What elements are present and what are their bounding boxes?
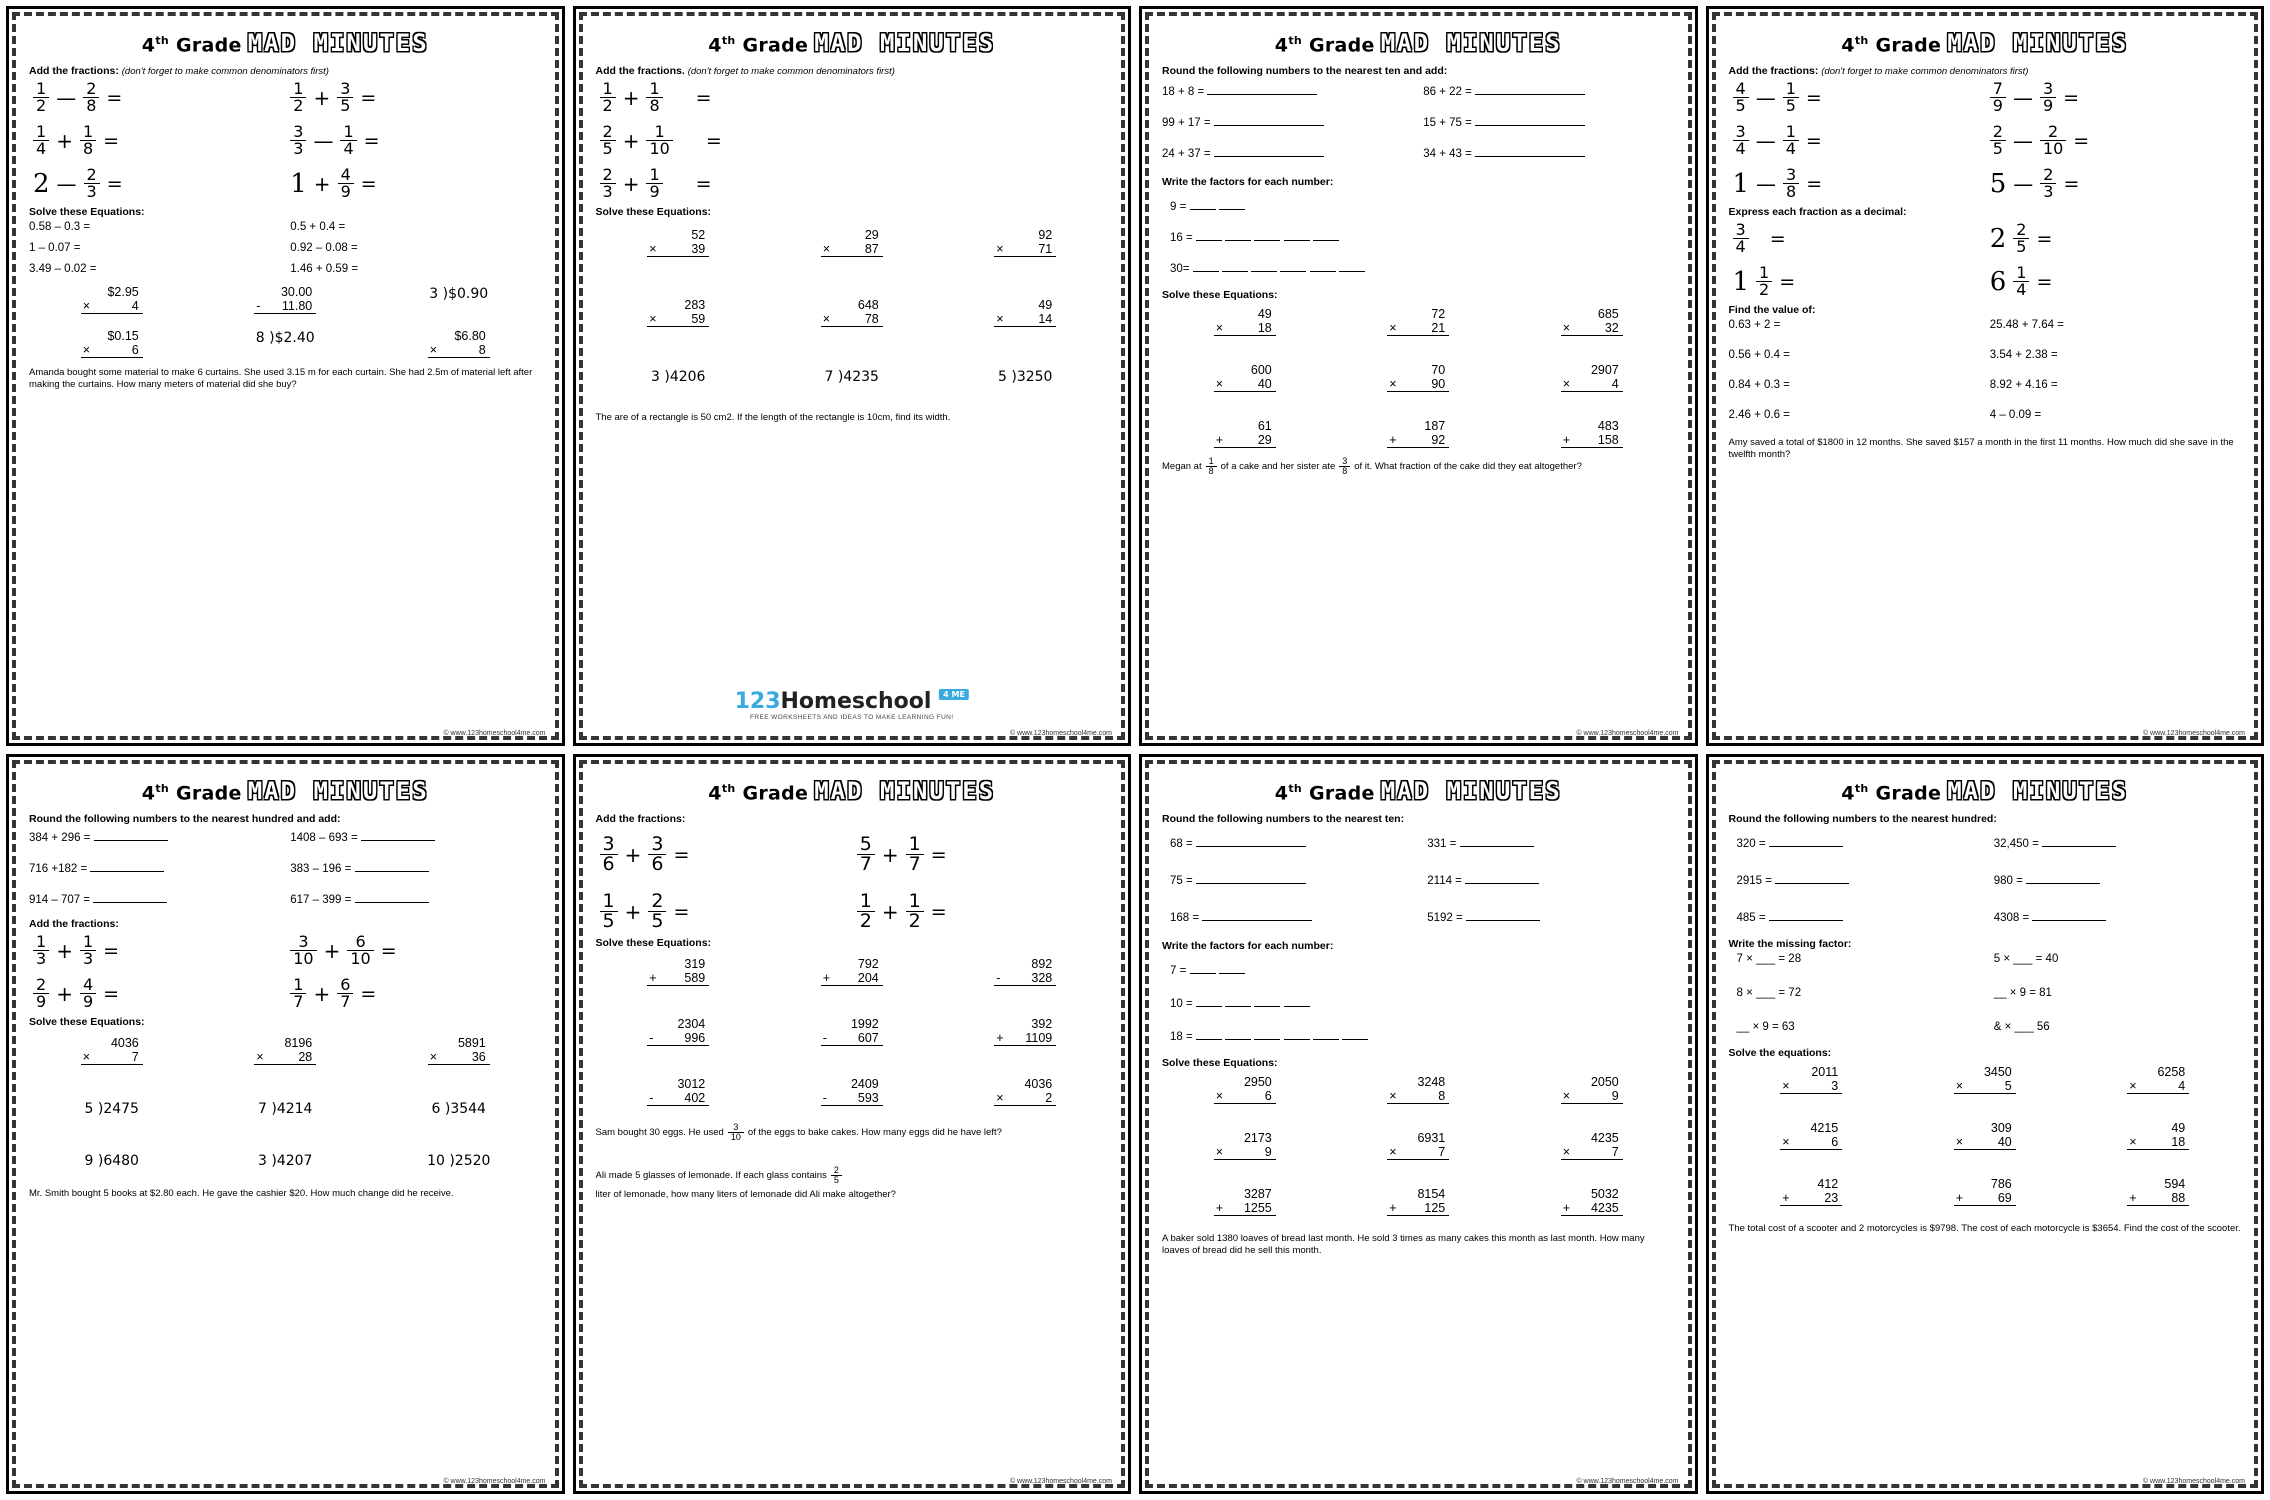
mad-minutes-title: MAD MINUTES [1380,29,1562,57]
vertical-problem: 3450 × 5 [1902,1065,2068,1095]
word-problem: The are of a rectangle is 50 cm2. If the length of the rectangle is 10cm, find its width. [595,412,951,423]
worksheet-sheet-8 [1706,754,2265,1494]
value-problems [1729,319,2242,421]
fraction-problem: $\frac{2}{5}$ — $\frac{2}{10}$ = [1990,124,2241,157]
vertical-problem: 392 + 1109 [943,1017,1109,1047]
vertical-problem: 792 + 204 [769,957,935,987]
rounding-problems [1162,835,1675,924]
vertical-problem: 892 - 328 [943,957,1109,987]
problem-item: 716 +182 = [29,860,280,875]
fraction-problem: $\frac{1}{2}$ + $\frac{3}{5}$ = [290,81,541,114]
vertical-problem: 4215 × 6 [1729,1121,1895,1151]
factors-label: Write the factors for each number: [1162,940,1334,952]
problem-item: 4 – 0.09 = [1989,409,2042,421]
fraction-problem: $\frac{1}{5}$ + $\frac{2}{5}$ = [600,892,851,931]
instruction-text: Round the following numbers to the nearest ten and add: [1162,65,1448,77]
instruction-text: Add the fractions. (don't forget to make common denominators first) [595,65,895,77]
division-problem: 7 )4214 [258,1101,313,1117]
vertical-problem: 8154 + 125 [1336,1187,1502,1217]
worksheet-sheet-4 [1706,6,2265,746]
problem-item: 5192 = [1427,909,1674,924]
vertical-problems [1162,1075,1675,1217]
problem-item: 7 = [1170,962,1675,977]
fraction-problem: $\frac{1}{2}$ — $\frac{2}{8}$ = [33,81,284,114]
problem-item: 3.49 – 0.02 = [29,263,97,275]
problem-item: 68 = [1170,835,1417,850]
vertical-problem: 2409 - 593 [769,1077,935,1107]
instruction-text: Add the fractions: (don't forget to make common denominators first) [29,65,329,77]
vertical-problem: 30.00 - 11.80 [203,285,369,315]
problem-item: 9 = [1170,198,1675,213]
vertical-problem: $6.80 × 8 [376,329,542,359]
vertical-problem: 2304 - 996 [596,1017,762,1047]
instruction-text: Round the following numbers to the nearest hundred and add: [29,813,341,825]
division-problem: 3 )$0.90 [429,286,489,302]
copyright-footer: © www.123homeschool4me.com [443,730,546,737]
division-problem: 10 )2520 [427,1153,491,1169]
problem-item: 10 = [1170,995,1675,1010]
worksheet-sheet-7 [1139,754,1698,1494]
vertical-problem: $2.95 × 4 [29,285,195,315]
sheet-title [29,29,542,57]
mad-minutes-title: MAD MINUTES [814,777,996,805]
fraction-problem: $\frac{3}{10}$ + $\frac{6}{10}$ = [290,934,541,967]
vertical-problem: 5891 × 36 [376,1036,542,1066]
vertical-problem: 2173 × 9 [1162,1131,1328,1161]
problem-item: 1.46 + 0.59 = [290,263,359,275]
worksheet-sheet-6 [573,754,1132,1494]
copyright-footer: © www.123homeschool4me.com [1009,1478,1112,1485]
solve-label: Solve these Equations: [595,937,712,949]
decimal-label: Express each fraction as a decimal: [1728,206,1907,218]
vertical-problem: 594 + 88 [2076,1177,2242,1207]
problem-item: 2.46 + 0.6 = [1728,409,1790,421]
division-problem: 3 )4207 [258,1153,313,1169]
mixed-number-problems [1733,222,2242,298]
problem-item: 8 × ___ = 72 [1736,987,1802,999]
vertical-problem: 72 × 21 [1336,307,1502,337]
word-problem: Amanda bought some material to make 6 curtains. She used 3.15 m for each curtain. She had 2.5m of material left after making the curtains. How many meters of material did she buy? [29,367,533,390]
fraction-problem: $\frac{1}{7}$ + $\frac{6}{7}$ = [290,977,541,1010]
copyright-footer: © www.123homeschool4me.com [1576,1478,1679,1485]
vertical-problems [1729,1065,2242,1207]
vertical-problems [596,957,1109,1107]
vertical-problems [1162,307,1675,449]
vertical-problem: 600 × 40 [1162,363,1328,393]
sheet-title [596,777,1109,805]
instruction-text: Add the fractions: (don't forget to make common denominators first) [1728,65,2029,77]
problem-item: & × ___ 56 [1993,1021,2050,1033]
word-problem: The total cost of a scooter and 2 motorcycles is $9798. The cost of each motorcycle is $3654. Find the cost of the scooter. [1728,1223,2241,1234]
vertical-problem: 4235 × 7 [1509,1131,1675,1161]
mixed-problem: $\frac{3}{4}$ = [1733,222,1984,255]
worksheet-sheet-1 [6,6,565,746]
sheet-title [1162,777,1675,805]
copyright-footer: © www.123homeschool4me.com [1009,730,1112,737]
problem-item: 914 – 707 = [29,891,280,906]
fraction-problem: $\frac{1}{2}$ + $\frac{1}{2}$ = [857,892,1108,931]
problem-item: 18 = [1170,1028,1675,1043]
sheet-title [1729,29,2242,57]
copyright-footer: © www.123homeschool4me.com [2142,1478,2245,1485]
vertical-problem: 2907 × 4 [1509,363,1675,393]
instruction-text: Round the following numbers to the nearest hundred: [1728,813,1997,825]
mixed-problem: 1 $\frac{1}{2}$ = [1732,263,1796,299]
vertical-problem: 49 × 18 [1162,307,1328,337]
word-problem: Ali made 5 glasses of lemonade. If each glass contains $\frac{2}{5}$ liter of lemonade, how many liters of lemonade did Ali make altogether? [595,1165,896,1200]
grade-label: 4th Grade [141,33,242,56]
grade-label: 4th Grade [708,33,809,56]
vertical-problem: 412 + 23 [1729,1177,1895,1207]
division-problem: 5 )3250 [998,369,1053,385]
factors-label: Write the factors for each number: [1162,176,1334,188]
vertical-problem: 483 + 158 [1509,419,1675,449]
problem-item: 16 = [1170,229,1675,244]
problem-item: 86 + 22 = [1423,83,1674,98]
fraction-problems [33,934,542,1010]
missing-factor-label: Write the missing factor: [1728,938,1852,950]
grade-label: 4th Grade [1274,781,1375,804]
instruction-text: Add the fractions: [595,813,686,825]
fraction-problems [600,835,1109,931]
solve-label: Solve these Equations: [29,1016,145,1028]
fraction-problems [33,81,542,200]
word-problem: Mr. Smith bought 5 books at $2.80 each. He gave the cashier $20. How much change did he receive. [29,1188,454,1199]
fraction-problem: 1 + $\frac{4}{9}$ = [290,165,377,201]
vertical-problem: 49 × 14 [943,298,1109,328]
vertical-problem: 29 × 87 [769,228,935,258]
fraction-problem: $\frac{2}{5}$ + $\frac{1}{10}$ = [600,124,1109,157]
vertical-problem: 8196 × 28 [203,1036,369,1066]
vertical-problems [29,285,542,359]
vertical-problem: 92 × 71 [943,228,1109,258]
fraction-problem: $\frac{1}{3}$ + $\frac{1}{3}$ = [33,934,284,967]
fraction-problem: $\frac{3}{3}$ — $\frac{1}{4}$ = [290,124,541,157]
problem-item: 25.48 + 7.64 = [1989,319,2064,331]
problem-item: 331 = [1427,835,1674,850]
copyright-footer: © www.123homeschool4me.com [2142,730,2245,737]
vertical-problem: 3287 + 1255 [1162,1187,1328,1217]
vertical-problem: 2950 × 6 [1162,1075,1328,1105]
problem-item: 5 × ___ = 40 [1993,953,2059,965]
sheet-title [596,29,1109,57]
solve-label: Solve these Equations: [1162,1057,1278,1069]
problem-item: __ × 9 = 63 [1736,1021,1795,1033]
vertical-problem: 3248 × 8 [1336,1075,1502,1105]
mad-minutes-title: MAD MINUTES [247,29,429,57]
problem-item: 0.63 + 2 = [1728,319,1781,331]
missing-factor-problems [1729,953,2242,1033]
division-problem: 3 )4206 [651,369,706,385]
brand-logo: 123Homeschool 4 ME FREE WORKSHEETS AND IDEAS TO MAKE LEARNING FUN! [735,689,969,721]
grade-label: 4th Grade [1841,781,1942,804]
word-problem: Sam bought 30 eggs. He used $\frac{3}{10}$ of the eggs to bake cakes. How many eggs did he have left? [595,1122,1002,1142]
problem-item: 32,450 = [1994,835,2241,850]
fraction-problems [1733,81,2242,200]
vertical-problem: $0.15 × 6 [29,329,195,359]
division-problem: 7 )4235 [824,369,879,385]
problem-item: 980 = [1994,872,2241,887]
factor-problems [1162,198,1675,275]
solve-label: Solve these Equations: [595,206,712,218]
fraction-problem: 5 — $\frac{2}{3}$ = [1989,165,2080,201]
solve-label: Solve these Equations: [1162,289,1278,301]
vertical-problem: 49 × 18 [2076,1121,2242,1151]
problem-item: 383 – 196 = [290,860,541,875]
division-problem: 8 )$2.40 [255,330,315,346]
vertical-problem: 319 + 589 [596,957,762,987]
problem-item: 2114 = [1427,872,1674,887]
vertical-problem: 2011 × 3 [1729,1065,1895,1095]
fraction-problem: $\frac{4}{5}$ — $\frac{1}{5}$ = [1733,81,1984,114]
vertical-problem: 4036 × 2 [943,1077,1109,1107]
grade-label: 4th Grade [1841,33,1942,56]
vertical-problem: 3012 - 402 [596,1077,762,1107]
problem-item: 1 – 0.07 = [29,242,81,254]
mad-minutes-title: MAD MINUTES [247,777,429,805]
problem-item: 99 + 17 = [1162,114,1413,129]
fraction-problems [600,81,1109,200]
problem-item: 3.54 + 2.38 = [1989,349,2058,361]
instruction-text: Round the following numbers to the nearest ten: [1162,813,1405,825]
problem-item: 1408 – 693 = [290,829,541,844]
problem-item: 30= [1170,260,1675,275]
vertical-problem: 786 + 69 [1902,1177,2068,1207]
division-problem: 6 )3544 [431,1101,486,1117]
fraction-problem: $\frac{3}{4}$ — $\frac{1}{4}$ = [1733,124,1984,157]
rounding-problems [1162,83,1675,160]
vertical-problem: 61 + 29 [1162,419,1328,449]
fraction-problem: $\frac{1}{4}$ + $\frac{1}{8}$ = [33,124,284,157]
mad-minutes-title: MAD MINUTES [1947,777,2129,805]
vertical-problem: 685 × 32 [1509,307,1675,337]
mad-minutes-title: MAD MINUTES [1380,777,1562,805]
problem-item: 485 = [1737,909,1984,924]
vertical-problem: 6258 × 4 [2076,1065,2242,1095]
problem-item: 0.56 + 0.4 = [1728,349,1790,361]
problem-item: 320 = [1737,835,1984,850]
problem-item: 15 + 75 = [1423,114,1674,129]
copyright-footer: © www.123homeschool4me.com [1576,730,1679,737]
decimal-problems [29,221,542,275]
factor-problems [1162,962,1675,1043]
problem-item: 0.84 + 0.3 = [1728,379,1790,391]
division-problem: 9 )6480 [84,1153,139,1169]
worksheet-sheet-2 [573,6,1132,746]
grade-label: 4th Grade [141,781,242,804]
vertical-problem: 187 + 92 [1336,419,1502,449]
fraction-problem: $\frac{1}{2}$ + $\frac{1}{8}$ = [600,81,1109,114]
fraction-problem: $\frac{7}{9}$ — $\frac{3}{9}$ = [1990,81,2241,114]
solve-label: Solve these Equations: [29,206,145,218]
fraction-problem: $\frac{2}{9}$ + $\frac{4}{9}$ = [33,977,284,1010]
problem-item: 168 = [1170,909,1417,924]
word-problem: A baker sold 1380 loaves of bread last month. He sold 3 times as many cakes this month as last month. How many loaves of bread did he sell this month. [1162,1233,1645,1256]
problem-item: 4308 = [1994,909,2241,924]
rounding-problems [29,829,542,906]
vertical-problem: 4036 × 7 [29,1036,195,1066]
fraction-problem: 1 — $\frac{3}{8}$ = [1732,165,1823,201]
vertical-problem: 70 × 90 [1336,363,1502,393]
word-problem: Amy saved a total of $1800 in 12 months. She saved $157 a month in the first 11 months. How much did she save in the twelfth month? [1728,437,2234,460]
fraction-problem: 2 — $\frac{2}{3}$ = [33,165,123,201]
rounding-problems [1729,835,2242,924]
sheet-title [1729,777,2242,805]
problem-item: 2915 = [1737,872,1984,887]
worksheet-sheet-3 [1139,6,1698,746]
solve-label: Solve the equations: [1728,1047,1832,1059]
sheet-title [29,777,542,805]
fraction-problem: $\frac{5}{7}$ + $\frac{1}{7}$ = [857,835,1108,874]
sheet-title [1162,29,1675,57]
problem-item: 75 = [1170,872,1417,887]
fraction-problem: $\frac{2}{3}$ + $\frac{1}{9}$ = [600,167,1109,200]
worksheet-sheet-5 [6,754,565,1494]
vertical-problem: 648 × 78 [769,298,935,328]
division-problem: 5 )2475 [84,1101,139,1117]
problem-item: 0.92 – 0.08 = [290,242,358,254]
mad-minutes-title: MAD MINUTES [814,29,996,57]
mixed-problem: 2 $\frac{2}{5}$ = [1989,220,2053,256]
mad-minutes-title: MAD MINUTES [1947,29,2129,57]
grade-label: 4th Grade [1274,33,1375,56]
problem-item: 617 – 399 = [290,891,541,906]
vertical-problems [29,1036,542,1170]
problem-item: 34 + 43 = [1423,145,1674,160]
problem-item: 384 + 296 = [29,829,280,844]
problem-item: __ × 9 = 81 [1993,987,2052,999]
copyright-footer: © www.123homeschool4me.com [443,1478,546,1485]
grade-label: 4th Grade [708,781,809,804]
problem-item: 8.92 + 4.16 = [1989,379,2058,391]
problem-item: 18 + 8 = [1162,83,1413,98]
value-label: Find the value of: [1728,304,1816,316]
vertical-problem: 1992 - 607 [769,1017,935,1047]
word-problem: Megan at $\frac{1}{8}$ of a cake and her sister ate $\frac{3}{8}$ of it. What fraction of the cake did they eat altogether? [1162,456,1582,476]
vertical-problem: 52 × 39 [596,228,762,258]
vertical-problem: 5032 + 4235 [1509,1187,1675,1217]
vertical-problems [596,228,1109,386]
mixed-problem: 6 $\frac{1}{4}$ = [1989,263,2053,299]
badge-4me: 4 ME [939,689,969,700]
fraction-problem: $\frac{3}{6}$ + $\frac{3}{6}$ = [600,835,851,874]
vertical-problem: 2050 × 9 [1509,1075,1675,1105]
fraction-label: Add the fractions: [29,918,119,930]
problem-item: 7 × ___ = 28 [1736,953,1802,965]
vertical-problem: 309 × 40 [1902,1121,2068,1151]
problem-item: 0.5 + 0.4 = [290,221,346,233]
problem-item: 0.58 – 0.3 = [29,221,91,233]
vertical-problem: 6931 × 7 [1336,1131,1502,1161]
problem-item: 24 + 37 = [1162,145,1413,160]
vertical-problem: 283 × 59 [596,298,762,328]
